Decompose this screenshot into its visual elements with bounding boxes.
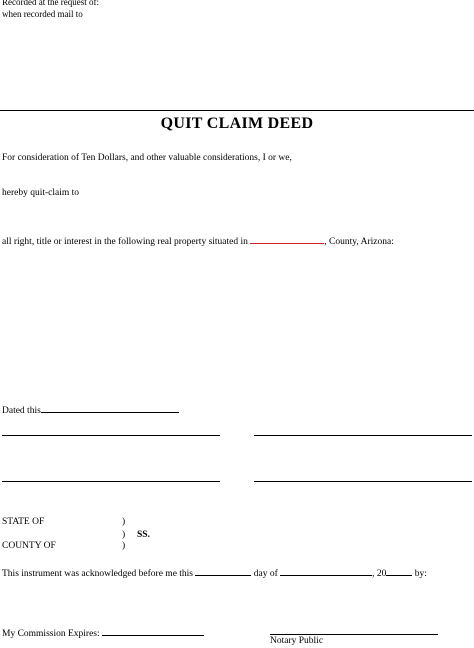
document-title: QUIT CLAIM DEED bbox=[160, 115, 314, 132]
property-suffix: , County, Arizona: bbox=[324, 237, 394, 247]
paren-2: ) bbox=[122, 530, 126, 540]
signature-line-left-2[interactable] bbox=[2, 481, 220, 482]
signature-line-right-2[interactable] bbox=[254, 481, 472, 482]
paren-1: ) bbox=[122, 517, 126, 527]
property-prefix: all right, title or interest in the following real property situated in bbox=[2, 237, 248, 247]
county-blank[interactable] bbox=[250, 234, 324, 244]
quitclaim-text: hereby quit-claim to bbox=[2, 188, 80, 198]
property-line bbox=[2, 234, 394, 247]
signature-line-right-1[interactable] bbox=[254, 435, 472, 436]
instrument-line bbox=[2, 566, 427, 579]
notary-signature-line[interactable] bbox=[270, 634, 438, 635]
notary-public-label: Notary Public bbox=[270, 636, 324, 646]
signature-line-left-1[interactable] bbox=[2, 435, 220, 436]
ack-year-blank[interactable] bbox=[386, 566, 412, 576]
instrument-prefix: This instrument was acknowledged before me this bbox=[2, 569, 194, 579]
ss-label: SS. bbox=[137, 530, 150, 540]
header-divider bbox=[0, 110, 474, 111]
paren-3: ) bbox=[122, 541, 126, 551]
dated-line bbox=[2, 403, 179, 416]
consideration-text: For consideration of Ten Dollars, and other valuable considerations, I or we, bbox=[2, 153, 292, 163]
county-label: COUNTY OF bbox=[2, 541, 56, 551]
ack-month-blank[interactable] bbox=[280, 566, 372, 576]
by-label: by: bbox=[414, 569, 427, 579]
year-prefix: , 20 bbox=[372, 569, 387, 579]
recorded-mail-label: when recorded mail to bbox=[2, 9, 83, 19]
commission-blank[interactable] bbox=[102, 626, 204, 636]
state-label: STATE OF bbox=[2, 517, 45, 527]
dated-blank[interactable] bbox=[41, 403, 179, 413]
recorded-request-label: Recorded at the request of: bbox=[2, 0, 99, 7]
dated-label: Dated this bbox=[2, 406, 41, 416]
commission-label: My Commission Expires: bbox=[2, 629, 100, 639]
commission-line bbox=[2, 626, 204, 639]
ack-day-blank[interactable] bbox=[195, 566, 251, 576]
day-of-label: day of bbox=[253, 569, 278, 579]
